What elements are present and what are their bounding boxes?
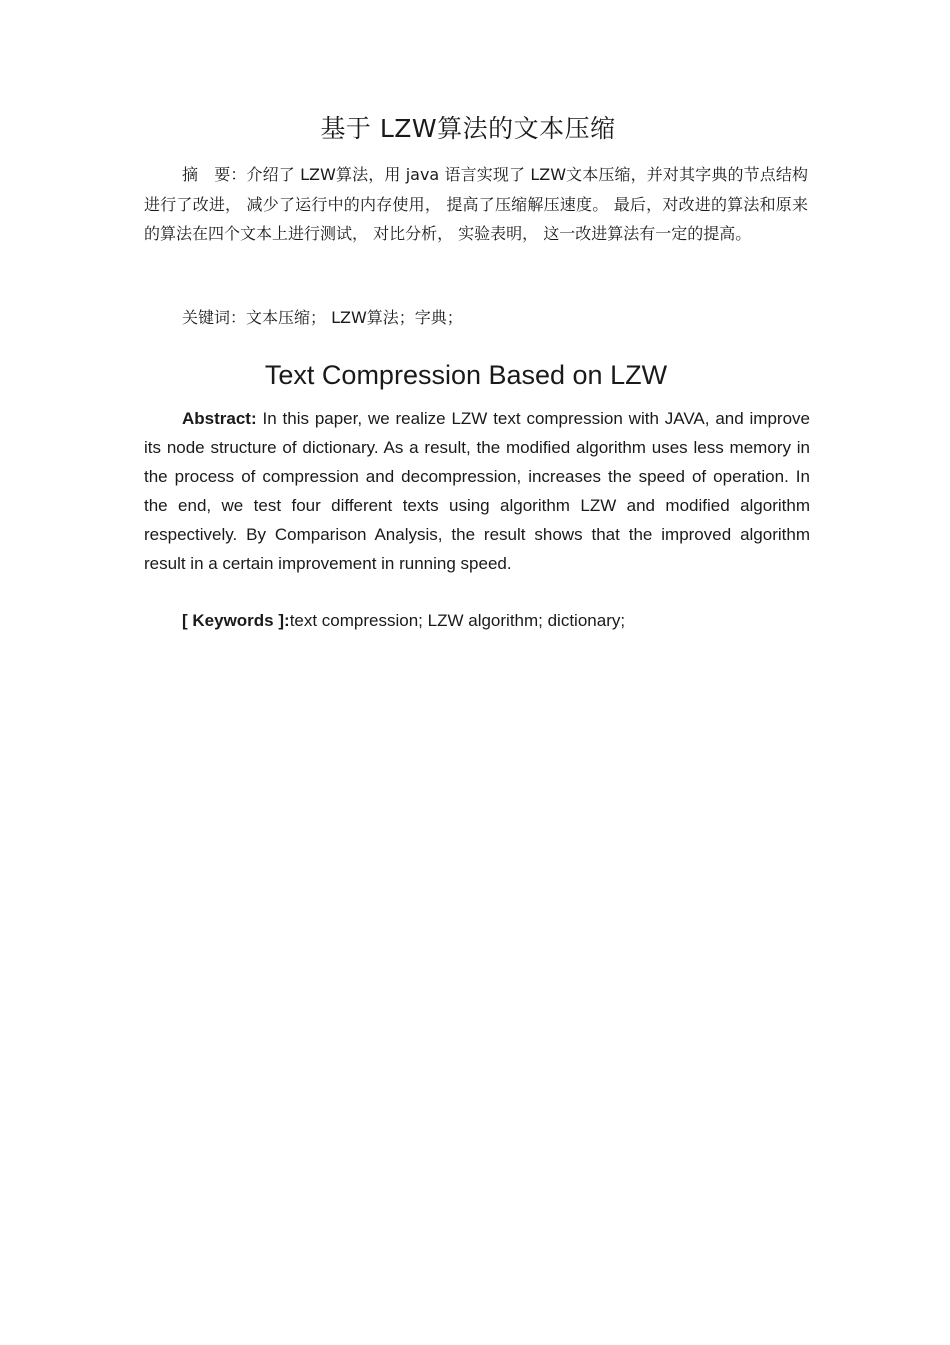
chinese-title: 基于 LZW算法的文本压缩	[320, 114, 616, 143]
english-abstract	[144, 404, 810, 578]
english-abstract-text: In this paper, we realize LZW text compression with JAVA, and improve its node structure of dictionary. As a result, the modified algorithm uses less memory in the process of compression and decompression, increases the speed of operation. In the end, we test four different texts using algorithm LZW and modified algorithm respectively. By Comparison Analysis, the result shows that the improved algorithm result in a certain improvement in running speed.	[144, 409, 810, 573]
english-keywords	[182, 606, 802, 635]
chinese-abstract-text: 介绍了 LZW算法，用 java 语言实现了 LZW文本压缩，并对其字典的节点结构进行了改进， 减少了运行中的内存使用， 提高了压缩解压速度。 最后，对改进的算法和原来的算法在四个文本上进行测试， 对比分析， 实验表明， 这一改进算法有一定的提高。	[144, 165, 808, 243]
english-keywords-label: [ Keywords ]:	[182, 611, 290, 630]
chinese-abstract	[144, 160, 808, 249]
chinese-keywords-text: 文本压缩； LZW算法；字典；	[246, 308, 463, 327]
chinese-keywords	[182, 303, 802, 332]
chinese-abstract-label: 摘 要：	[182, 165, 247, 184]
english-keywords-text: text compression; LZW algorithm; dictionary;	[289, 611, 626, 630]
english-abstract-label: Abstract:	[182, 409, 257, 428]
chinese-keywords-label: 关键词：	[182, 308, 247, 327]
english-title: Text Compression Based on LZW	[264, 360, 668, 390]
